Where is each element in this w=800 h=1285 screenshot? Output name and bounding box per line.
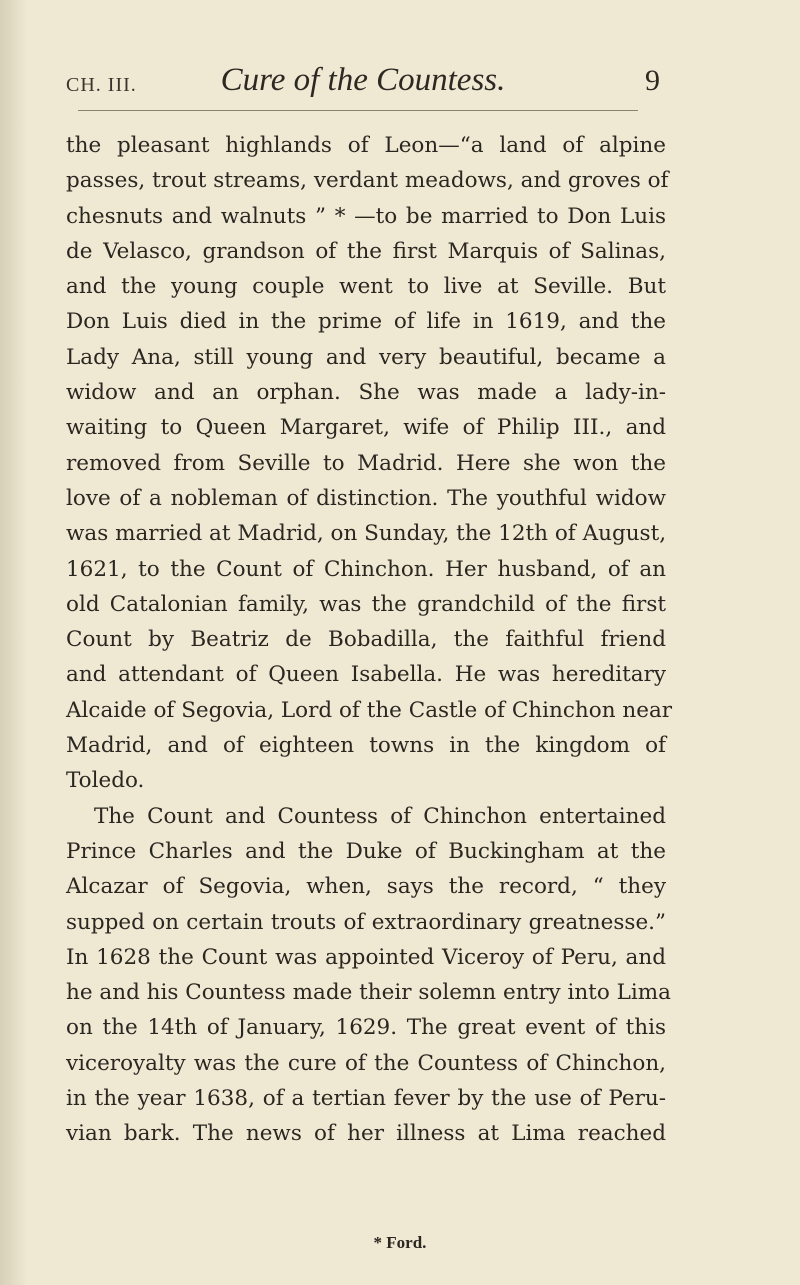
text-line: Toledo. xyxy=(66,768,145,794)
body-text xyxy=(66,128,673,1152)
text-line: The Count and Countess of Chinchon entertained xyxy=(94,803,666,829)
text-line: Prince Charles and the Duke of Buckingham at the xyxy=(66,838,666,864)
text-line: old Catalonian family, was the grandchild of the first xyxy=(66,591,666,617)
text-line: waiting to Queen Margaret, wife of Philip III., and xyxy=(66,415,666,441)
text-line: vian bark. The news of her illness at Lima reached xyxy=(66,1121,666,1147)
text-line: he and his Countess made their solemn entry into Lima xyxy=(66,980,671,1006)
text-line: and the young couple went to live at Seville. But xyxy=(66,274,666,300)
text-line: removed from Seville to Madrid. Here she won the xyxy=(66,450,666,476)
text-line: and attendant of Queen Isabella. He was hereditary xyxy=(66,662,666,688)
text-line: 1621, to the Count of Chinchon. Her husband, of an xyxy=(66,556,666,582)
page-edge-shadow xyxy=(0,0,28,1285)
chapter-label: CH. III. xyxy=(66,74,137,96)
text-line: passes, trout streams, verdant meadows, and groves of xyxy=(66,168,669,194)
page-number: 9 xyxy=(645,64,660,97)
text-line: the pleasant highlands of Leon—“a land of alpine xyxy=(66,133,666,158)
header-rule xyxy=(78,110,638,111)
text-line: chesnuts and walnuts ” * —to be married to Don Luis xyxy=(66,203,666,229)
text-line: Don Luis died in the prime of life in 1619, and the xyxy=(66,309,666,335)
text-line: was married at Madrid, on Sunday, the 12th of August, xyxy=(66,521,667,547)
text-line: Lady Ana, still young and very beautiful, became a xyxy=(66,344,666,370)
text-line: widow and an orphan. She was made a lady-in- xyxy=(66,380,666,406)
text-line: Alcazar of Segovia, when, says the record, “ they xyxy=(66,874,666,900)
footnote: * Ford. xyxy=(373,1233,427,1252)
text-line: love of a nobleman of distinction. The youthful widow xyxy=(66,485,666,511)
text-line: Count by Beatriz de Bobadilla, the faithful friend xyxy=(66,627,666,653)
text-line: Madrid, and of eighteen towns in the kingdom of xyxy=(66,733,666,759)
text-line: de Velasco, grandson of the first Marquis of Salinas, xyxy=(66,238,666,264)
text-line: Alcaide of Segovia, Lord of the Castle of Chinchon near xyxy=(66,697,673,723)
running-title: Cure of the Countess. xyxy=(220,62,506,98)
text-line: on the 14th of January, 1629. The great event of this xyxy=(66,1015,666,1041)
text-line: In 1628 the Count was appointed Viceroy of Peru, and xyxy=(66,944,666,970)
running-head xyxy=(66,62,660,102)
text-line: supped on certain trouts of extraordinary greatnesse.” xyxy=(66,909,666,935)
text-line: in the year 1638, of a tertian fever by the use of Peru- xyxy=(66,1086,666,1112)
text-line: viceroyalty was the cure of the Countess of Chinchon, xyxy=(66,1050,666,1076)
